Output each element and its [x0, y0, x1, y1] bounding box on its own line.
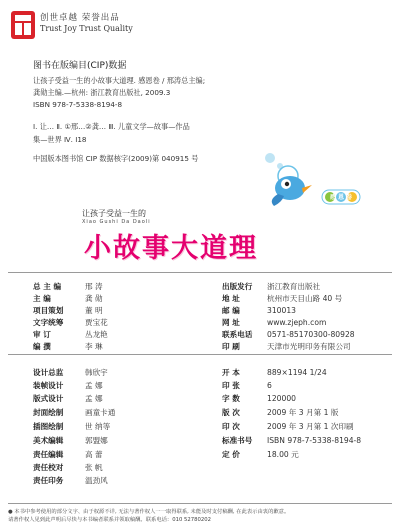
credit-label: 项目策划	[33, 306, 64, 315]
staff-value: 温劲风	[85, 476, 108, 485]
spec-row	[222, 367, 327, 378]
copyright-notice	[8, 508, 398, 524]
credit-value: 龚 勋	[85, 294, 103, 303]
publisher-row	[222, 305, 296, 316]
spec-value: 18.00 元	[267, 450, 299, 459]
spec-row	[222, 380, 272, 391]
spec-label: 印 次	[222, 422, 240, 431]
book-subtitle: 让孩子受益一生的	[82, 209, 146, 218]
credit-row	[33, 329, 108, 340]
staff-row	[33, 475, 108, 486]
staff-label: 版式设计	[33, 394, 64, 403]
staff-label: 封面绘制	[33, 408, 64, 417]
book-title: 小故事大道理	[84, 233, 258, 264]
spec-row	[222, 435, 361, 446]
divider	[8, 503, 392, 504]
staff-label: 装帧设计	[33, 381, 64, 390]
book-pinyin: Xiao Gushi Da Daoli	[82, 219, 151, 225]
publisher-row	[222, 317, 326, 328]
staff-row	[33, 449, 103, 460]
notice-line: ● 本书中参考使用的部分文字、由于权源不详, 无法与著作权人一一取得联系, 未能及时支付稿酬, 在此表示由衷的歉意。	[8, 509, 290, 515]
staff-row	[33, 380, 103, 391]
spec-label: 定 价	[222, 450, 240, 459]
credit-row	[33, 281, 103, 292]
cip-line: 让孩子受益一生的小故事大道理. 感恩卷 / 邢涛总主编;	[33, 76, 206, 85]
spec-row	[222, 393, 296, 404]
credit-value: 贾宝花	[85, 318, 108, 327]
credit-row	[33, 293, 103, 304]
credit-label: 编 撰	[33, 342, 51, 351]
publisher-logo-icon	[10, 10, 36, 40]
staff-value: 高 蕾	[85, 450, 103, 459]
publisher-row	[222, 293, 342, 304]
spec-value: 6	[267, 381, 272, 390]
spec-label: 版 次	[222, 408, 240, 417]
staff-row	[33, 421, 110, 432]
publisher-row	[222, 341, 351, 352]
cip-line: Ⅰ. 让… Ⅱ. ①邢…②龚… Ⅲ. 儿童文学—故事—作品	[33, 122, 190, 131]
staff-row	[33, 435, 108, 446]
staff-value: 张 帆	[85, 463, 103, 472]
publisher-label: 印 刷	[222, 342, 240, 351]
credit-row	[33, 305, 103, 316]
staff-value: 韩欣宇	[85, 368, 108, 377]
spec-value: 889×1194 1/24	[267, 368, 327, 377]
cip-title: 图书在版编目(CIP)数据	[33, 61, 127, 71]
publisher-label: 出版发行	[222, 282, 253, 291]
brand-slogan-en: Trust Joy Trust Quality	[40, 24, 133, 33]
publisher-value: 杭州市天目山路 40 号	[267, 294, 343, 303]
spec-label: 字 数	[222, 394, 240, 403]
spec-row	[222, 421, 354, 432]
spec-label: 印 张	[222, 381, 240, 390]
credit-label: 审 订	[33, 330, 51, 339]
cip-line: 中国版本图书馆 CIP 数据核字(2009)第 040915 号	[33, 154, 199, 163]
staff-label: 美术编辑	[33, 436, 64, 445]
publisher-label: 网 址	[222, 318, 240, 327]
credit-value: 李 琳	[85, 342, 103, 351]
spec-value: 120000	[267, 394, 296, 403]
cip-line: 集—世界 Ⅳ. I18	[33, 135, 87, 144]
publisher-value: 0571-85170300-80928	[267, 330, 355, 339]
publisher-row	[222, 329, 355, 340]
staff-label: 责任校对	[33, 463, 64, 472]
staff-value: 孟 娜	[85, 381, 103, 390]
credit-row	[33, 317, 108, 328]
credit-label: 总 主 编	[33, 282, 62, 291]
spec-row	[222, 449, 299, 460]
staff-label: 责任印务	[33, 476, 64, 485]
publisher-label: 联系电话	[222, 330, 253, 339]
cip-line: 龚勋主编.—杭州: 浙江教育出版社, 2009.3	[33, 88, 171, 97]
publisher-value: 浙江教育出版社	[267, 282, 321, 291]
publisher-label: 地 址	[222, 294, 240, 303]
cip-line: ISBN 978-7-5338-8194-8	[33, 100, 123, 109]
credit-row	[33, 341, 103, 352]
publisher-row	[222, 281, 320, 292]
spec-label: 标准书号	[222, 436, 253, 445]
volume-badge: 感恩卷	[329, 194, 354, 201]
brand-name-cn: 创世卓越 荣誉出品	[40, 13, 120, 23]
divider	[8, 354, 392, 355]
spec-row	[222, 407, 338, 418]
credit-label: 文字统筹	[33, 318, 64, 327]
staff-label: 责任编辑	[33, 450, 64, 459]
spec-value: 2009 年 3 月第 1 次印刷	[267, 422, 354, 431]
credit-label: 主 编	[33, 294, 51, 303]
staff-value: 孟 娜	[85, 394, 103, 403]
publisher-value: www.zjeph.com	[267, 318, 327, 327]
publisher-value: 天津市光明印务有限公司	[267, 342, 351, 351]
staff-value: 世 纳等	[85, 422, 111, 431]
publisher-value: 310013	[267, 306, 296, 315]
notice-line: 请著作权人见到此声明后尽快与本书编者联系并领取稿酬。联系电话：010 52780202	[8, 517, 211, 523]
staff-row	[33, 407, 115, 418]
staff-value: 郭盟娜	[85, 436, 108, 445]
staff-label: 插图绘制	[33, 422, 64, 431]
divider	[8, 272, 392, 273]
staff-label: 设计总监	[33, 368, 64, 377]
credit-value: 邢 涛	[85, 282, 103, 291]
spec-value: ISBN 978-7-5338-8194-8	[267, 436, 362, 445]
credit-value: 董 明	[85, 306, 103, 315]
credit-value: 丛龙艳	[85, 330, 108, 339]
publisher-label: 邮 编	[222, 306, 240, 315]
cartoon-bird-illustration	[250, 150, 380, 220]
staff-value: 画童卡通	[85, 408, 116, 417]
spec-value: 2009 年 3 月第 1 版	[267, 408, 339, 417]
spec-label: 开 本	[222, 368, 240, 377]
staff-row	[33, 462, 103, 473]
staff-row	[33, 393, 103, 404]
staff-row	[33, 367, 108, 378]
